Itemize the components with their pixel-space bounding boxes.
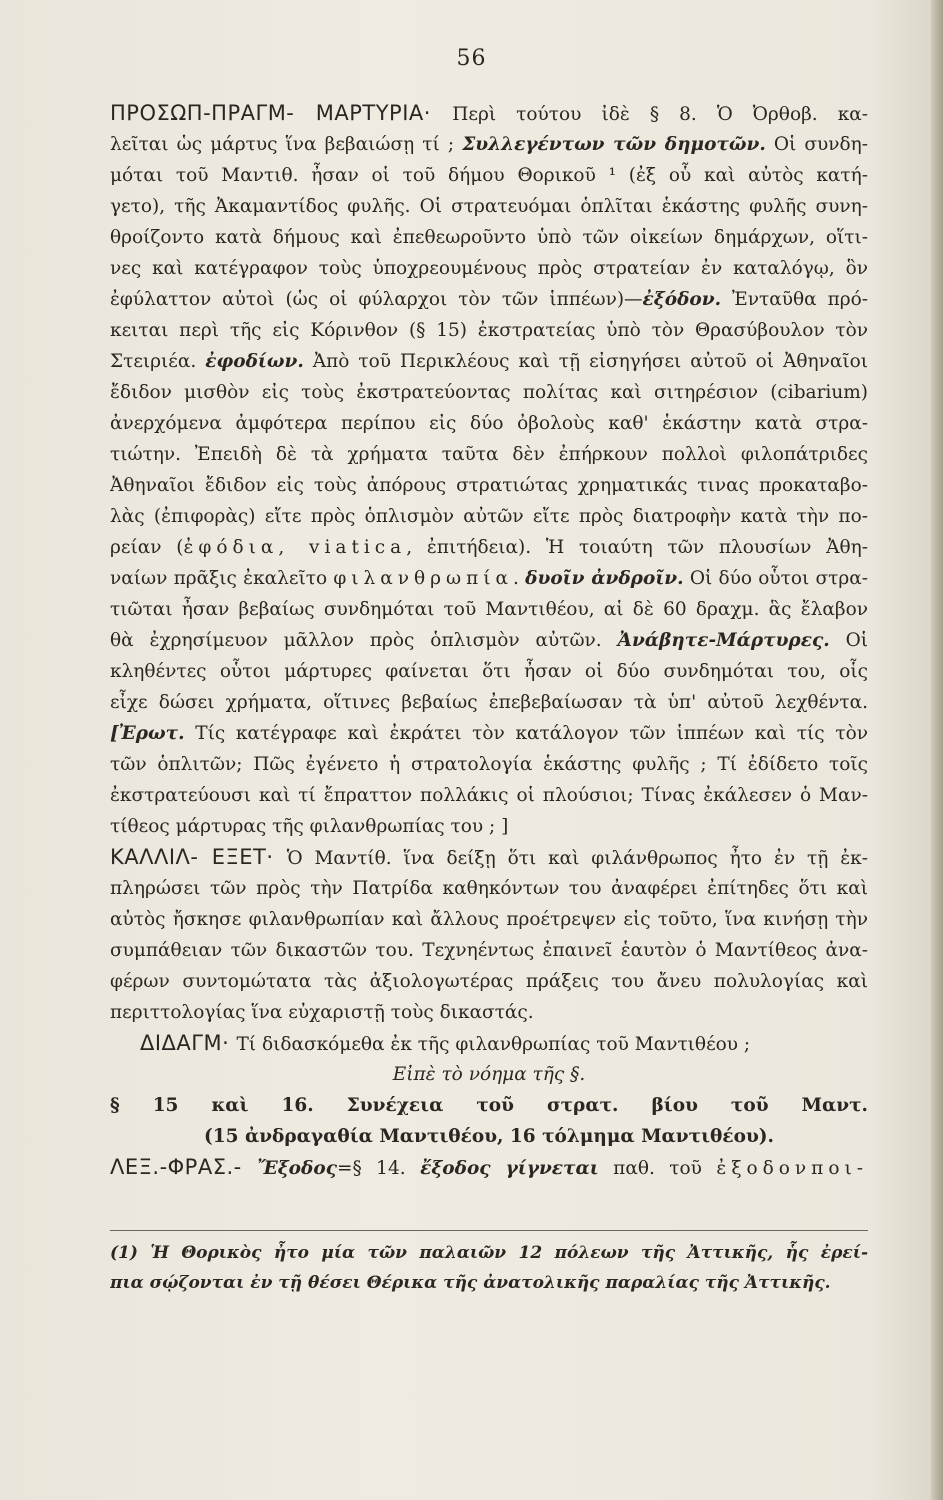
- body-text-run: ναίων πρᾶξις ἐκαλεῖτο: [110, 568, 334, 589]
- body-text-run: ἐκστρατεύουσι καὶ τί ἔπραττον πολλάκις οἱ πλούσιοι; Τίνας ἐκάλεσεν ὁ Μαν-: [110, 785, 868, 806]
- body-text-run: τῶν ὁπλιτῶν; Πῶς ἐγένετο ἡ στρατολογία ἑκάστης φυλῆς ; Τί ἐδίδετο τοῖς: [110, 754, 868, 775]
- body-line: [110, 873, 868, 904]
- body-text: [110, 98, 868, 1183]
- body-text-run: § 15 καὶ 16. Συνέχεια τοῦ στρατ. βίου τοῦ Μαντ.: [110, 1095, 868, 1116]
- body-text-run: ἐξοδονποι-: [716, 1158, 868, 1179]
- body-line: [110, 1059, 868, 1090]
- body-text-run: Συλλεγέντων τῶν δημοτῶν.: [462, 134, 766, 155]
- body-line: [110, 656, 868, 687]
- body-text-run: νες καὶ κατέγραφον τοὺς ὑποχρεουμένους πρὸς στρατείαν ἐν καταλόγῳ, ὃν: [110, 258, 868, 279]
- footnote-text-run: πια σῴζονται ἐν τῇ θέσει Θέρικα τῆς ἀνατολικῆς παραλίας τῆς Ἀττικῆς.: [110, 1273, 831, 1293]
- body-text-run: ἐφύλαττον αὐτοὶ (ὡς οἱ φύλαρχοι τὸν τῶν ἱππέων)—: [110, 289, 643, 310]
- body-text-run: Ἔξοδος: [257, 1158, 337, 1179]
- body-line: [110, 129, 868, 160]
- body-line: [110, 470, 868, 501]
- body-text-run: Οἱ: [829, 630, 868, 651]
- body-line: [110, 842, 868, 873]
- body-line: [110, 408, 868, 439]
- body-text-run: φέρων συντομώτατα τὰς ἀξιολογωτέρας πράξεις του ἄνευ πολυλογίας καὶ: [110, 971, 868, 992]
- body-text-run: λὰς (ἐπιφορὰς) εἴτε πρὸς ὁπλισμὸν αὐτῶν εἴτε πρὸς διατροφὴν κατὰ τὴν πο-: [110, 506, 868, 527]
- body-text-run: δυοῖν ἀνδροῖν.: [525, 568, 684, 589]
- body-line: [110, 563, 868, 594]
- body-text-run: [Ἐρωτ.: [110, 723, 185, 744]
- body-text-run: ἐφοδίων.: [205, 351, 304, 372]
- body-text-run: Ἀνάβητε-Μάρτυρες.: [617, 630, 830, 651]
- body-text-run: Ἀπὸ τοῦ Περικλέους καὶ τῇ εἰσηγήσει αὐτοῦ οἱ Ἀθηναῖοι: [303, 351, 868, 372]
- body-line: [110, 904, 868, 935]
- body-text-run: θὰ ἐχρησίμευον μᾶλλον πρὸς ὁπλισμὸν αὐτῶν.: [110, 630, 618, 651]
- body-line: [110, 1152, 868, 1183]
- body-line: [110, 532, 868, 563]
- body-text-run: Εἰπὲ τὸ νόημα τῆς §.: [392, 1064, 586, 1085]
- body-text-run: θροίζοντο κατὰ δήμους καὶ ἐπεθεωροῦντο ὑπὸ τῶν οἰκείων δημάρχων, οἵτι-: [110, 227, 868, 248]
- body-text-run: ἐφόδια, viatica: [183, 537, 407, 558]
- body-text-run: παθ. τοῦ: [598, 1158, 717, 1179]
- body-text-run: Οἱ συνδη-: [765, 134, 868, 155]
- body-line: [110, 1121, 868, 1152]
- body-text-run: Τί διδασκόμεθα ἐκ τῆς φιλανθρωπίας τοῦ Μαντιθέου ;: [236, 1034, 751, 1055]
- body-text-run: .: [513, 568, 526, 589]
- body-text-run: εἶχε δώσει χρήματα, οἵτινες βεβαίως ἐπεβεβαίωσαν τὰ ὑπ' αὐτοῦ λεχθέντα.: [110, 692, 868, 713]
- body-text-run: , ἐπιτήδεια). Ἡ τοιαύτη τῶν πλουσίων Ἀθη-: [406, 537, 868, 558]
- body-text-run: =§ 14.: [336, 1158, 421, 1179]
- footnote-line: [110, 1238, 868, 1268]
- page-number: 56: [456, 46, 487, 71]
- body-text-run: ἔδιδον μισθὸν εἰς τοὺς ἐκστρατεύοντας πολίτας καὶ σιτηρέσιον (cibarium): [110, 382, 868, 403]
- body-line: [110, 594, 868, 625]
- body-text-run: Ὁ Μαντίθ. ἵνα δείξῃ ὅτι καὶ φιλάνθρωπος ἦτο ἐν τῇ ἐκ-: [286, 848, 868, 869]
- body-line: [110, 749, 868, 780]
- body-line: [110, 966, 868, 997]
- body-line: [110, 718, 868, 749]
- body-line: [110, 191, 868, 222]
- body-text-run: φιλανθρωπία: [333, 568, 514, 589]
- body-text-run: Στειριέα.: [110, 351, 206, 372]
- body-line: [110, 315, 868, 346]
- body-line: [110, 160, 868, 191]
- body-line: [110, 377, 868, 408]
- body-text-run: ΔΙΔΑΓΜ·: [140, 1031, 237, 1055]
- body-text-run: συμπάθειαν τῶν δικαστῶν του. Τεχνηέντως ἐπαινεῖ ἑαυτὸν ὁ Μαντίθεος ἀνα-: [110, 940, 868, 961]
- body-text-run: ἐξόδον.: [642, 289, 722, 310]
- body-text-run: ΛΕΞ.-ΦΡΑΣ.-: [110, 1155, 258, 1179]
- body-text-run: ἔξοδος γίγνεται: [420, 1158, 599, 1179]
- body-line: [110, 501, 868, 532]
- body-line: [110, 811, 868, 842]
- body-line: [110, 346, 868, 377]
- body-line: [110, 625, 868, 656]
- body-text-run: ΠΡΟΣΩΠ-ΠΡΑΓΜ- ΜΑΡΤΥΡΙΑ·: [110, 101, 453, 125]
- body-line: [110, 1028, 868, 1059]
- body-text-run: (15 ἀνδραγαθία Μαντιθέου, 16 τόλμημα Μαντιθέου).: [204, 1126, 774, 1147]
- body-text-run: ΚΑΛΛΙΛ- ΕΞΕΤ·: [110, 845, 287, 869]
- page-edge: [931, 0, 943, 1500]
- body-text-run: ρείαν (: [110, 537, 184, 558]
- body-line: [110, 997, 868, 1028]
- footnote-text-run: (1) Ἡ Θορικὸς ἦτο μία τῶν παλαιῶν 12 πόλεων τῆς Ἀττικῆς, ἧς ἐρεί-: [110, 1243, 868, 1263]
- body-line: [110, 222, 868, 253]
- body-text-run: Ἀθηναῖοι ἔδιδον εἰς τοὺς ἀπόρους στρατιώτας χρηματικάς τινας προκαταβο-: [110, 475, 868, 496]
- body-text-run: τίθεος μάρτυρας τῆς φιλανθρωπίας του ; ]: [110, 816, 509, 837]
- body-line: [110, 253, 868, 284]
- body-line: [110, 284, 868, 315]
- body-line: [110, 1090, 868, 1121]
- body-text-run: τιώτην. Ἐπειδὴ δὲ τὰ χρήματα ταῦτα δὲν ἐπήρκουν πολλοὶ φιλοπάτριδες: [110, 444, 868, 465]
- body-text-run: πληρώσει τῶν πρὸς τὴν Πατρίδα καθηκόντων του ἀναφέρει ἐπίτηδες ὅτι καὶ: [110, 878, 868, 899]
- body-text-run: μόται τοῦ Μαντιθ. ἦσαν οἱ τοῦ δήμου Θορικοῦ ¹ (ἐξ οὗ καὶ αὐτὸς κατή-: [110, 165, 868, 186]
- body-text-run: Περὶ τούτου ἰδὲ § 8. Ὁ Ὀρθοβ. κα-: [452, 104, 868, 125]
- body-text-run: αὐτὸς ἤσκησε φιλανθρωπίαν καὶ ἄλλους προέτρεψεν εἰς τοῦτο, ἵνα κινήσῃ τὴν: [110, 909, 868, 930]
- body-text-run: τιῶται ἦσαν βεβαίως συνδημόται τοῦ Μαντιθέου, αἱ δὲ 60 δραχμ. ἃς ἔλαβον: [110, 599, 868, 620]
- body-line: [110, 780, 868, 811]
- body-line: [110, 98, 868, 129]
- body-text-run: κληθέντες οὗτοι μάρτυρες φαίνεται ὅτι ἦσαν οἱ δύο συνδημόται του, οἷς: [110, 661, 868, 682]
- body-text-run: γετο), τῆς Ἀκαμαντίδος φυλῆς. Οἱ στρατευόμαι ὁπλῖται ἑκάστης φυλῆς συνη-: [110, 196, 868, 217]
- footnote-line: [110, 1268, 868, 1298]
- body-line: [110, 935, 868, 966]
- body-text-run: ἀνερχόμενα ἀμφότερα περίπου εἰς δύο ὀβολοὺς καθ' ἑκάστην κατὰ στρα-: [110, 413, 868, 434]
- body-text-run: Τίς κατέγραφε καὶ ἐκράτει τὸν κατάλογον τῶν ἱππέων καὶ τίς τὸν: [184, 723, 868, 744]
- body-text-run: Ἐνταῦθα πρό-: [721, 289, 868, 310]
- body-text-run: λεῖται ὡς μάρτυς ἵνα βεβαιώσῃ τί ;: [110, 134, 463, 155]
- footnotes: [110, 1238, 868, 1298]
- body-text-run: Οἱ δύο οὗτοι στρα-: [683, 568, 868, 589]
- body-line: [110, 439, 868, 470]
- body-text-run: περιττολογίας ἵνα εὐχαριστῇ τοὺς δικαστάς.: [110, 1002, 534, 1023]
- body-line: [110, 687, 868, 718]
- body-text-run: κειται περὶ τῆς εἰς Κόρινθον (§ 15) ἐκστρατείας ὑπὸ τὸν Θρασύβουλον τὸν: [110, 320, 868, 341]
- footnote-rule: [110, 1230, 868, 1231]
